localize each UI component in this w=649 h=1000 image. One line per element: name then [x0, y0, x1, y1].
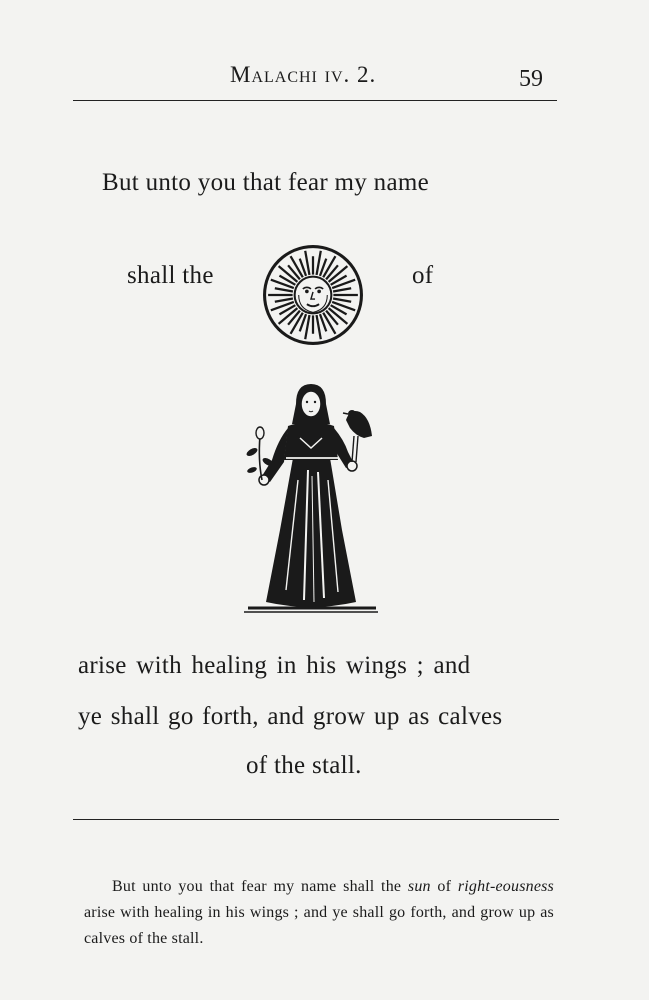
- woman-with-bird-illustration: [238, 380, 384, 618]
- verse-line-2-before-sun: shall the: [127, 262, 214, 289]
- running-head: [0, 62, 649, 96]
- footnote-italic-righteousness: right-eousness: [457, 878, 554, 895]
- page-number: 59: [519, 66, 543, 92]
- verse-line-3: arise with healing in his wings ; and: [78, 652, 471, 679]
- running-title: Malachi iv. 2.: [230, 62, 377, 87]
- verse-line-2-after-sun: of: [412, 262, 434, 289]
- footnote-text-3: arise with healing in his wings ; and ye shall go forth, and grow up as calves of the stall.: [84, 904, 554, 947]
- verse-line-4: ye shall go forth, and grow up as calves: [78, 703, 503, 730]
- footnote-text-1: But unto you that fear my name shall the: [112, 878, 408, 895]
- verse-line-1: But unto you that fear my name: [102, 169, 429, 196]
- footnote: [84, 874, 554, 952]
- sun-face-illustration: [262, 244, 364, 346]
- footnote-rule: [73, 819, 559, 820]
- header-rule: [73, 100, 557, 101]
- footnote-text-2: of: [430, 878, 458, 895]
- verse-line-5: of the stall.: [246, 752, 362, 779]
- footnote-italic-sun: sun: [407, 878, 431, 895]
